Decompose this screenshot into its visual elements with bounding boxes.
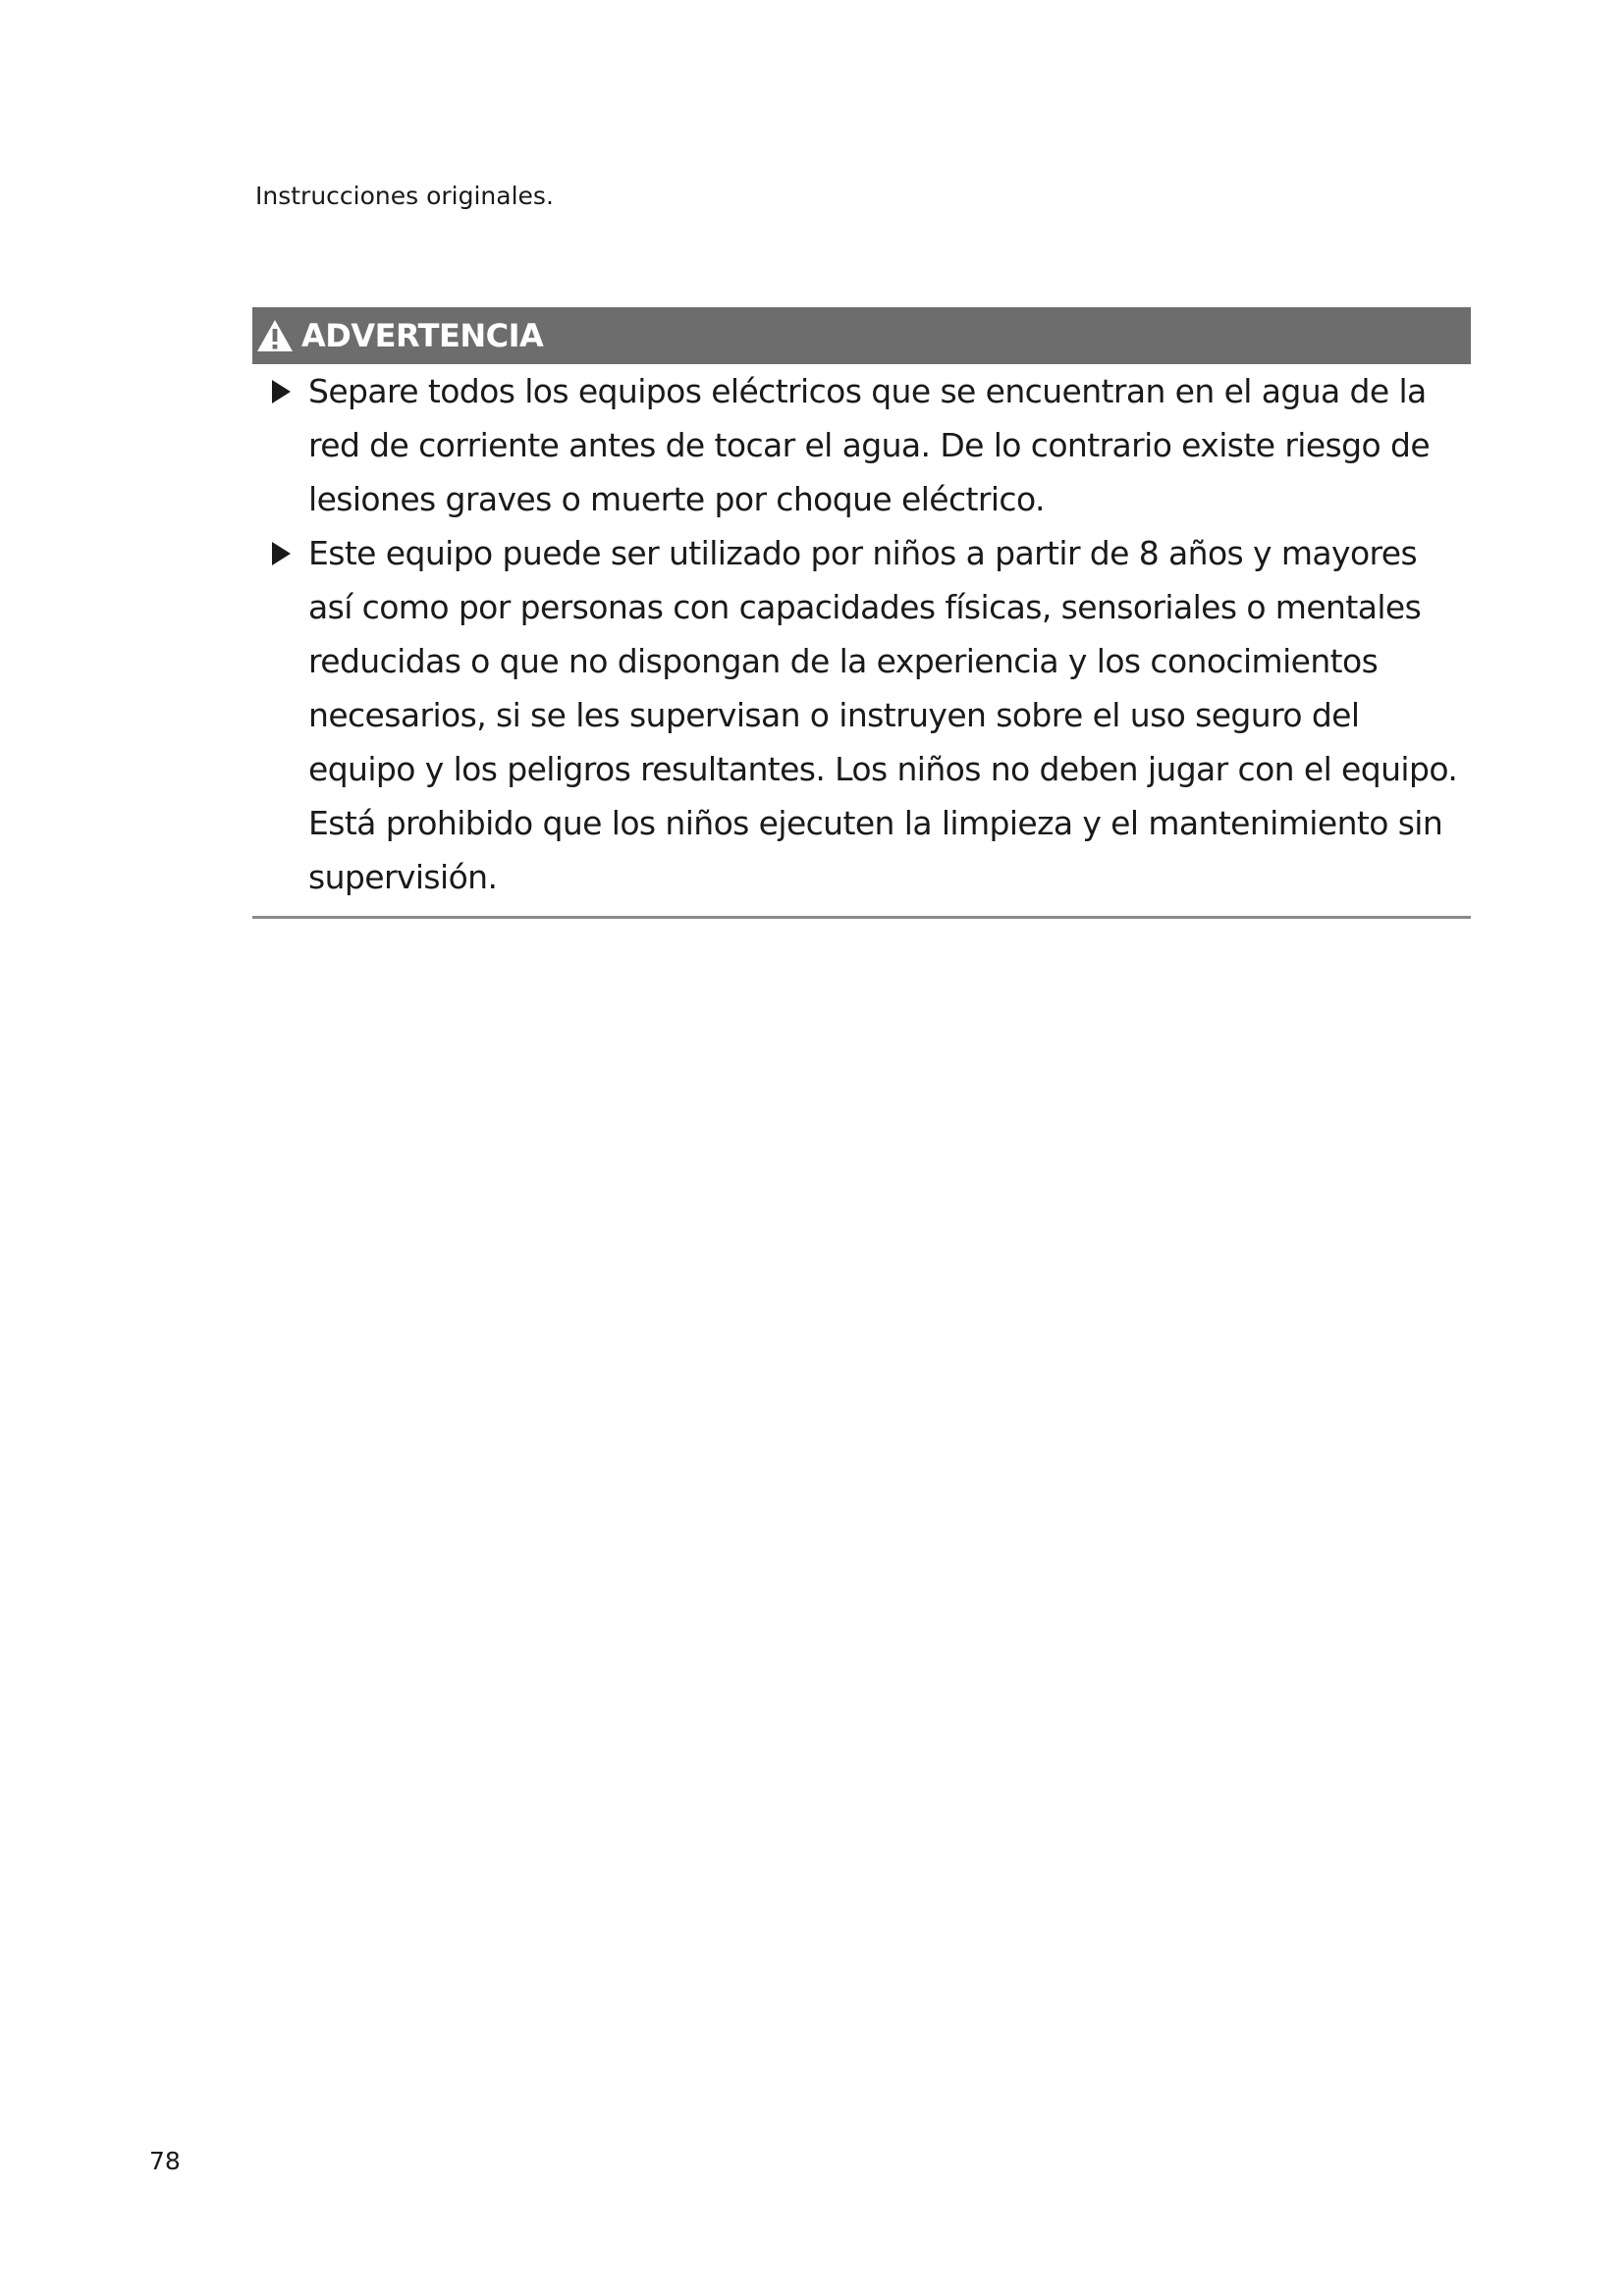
warning-item-text: Separe todos los equipos eléctricos que se encuentran en el agua de la red de corriente antes de tocar el agua. De lo contrario existe riesgo de lesiones graves o muerte por choque eléctrico.	[308, 372, 1431, 518]
warning-item	[252, 364, 1471, 526]
warning-title: ADVERTENCIA	[301, 317, 544, 354]
intro-text: Instrucciones originales.	[255, 182, 554, 210]
warning-box	[252, 307, 1471, 919]
warning-triangle-icon	[252, 307, 298, 364]
warning-header	[252, 307, 1471, 364]
page-number: 78	[149, 2147, 181, 2175]
warning-list	[252, 364, 1471, 904]
triangle-right-bullet-icon	[252, 364, 308, 418]
warning-item-text: Este equipo puede ser utilizado por niños a partir de 8 años y mayores así como por personas con capacidades físicas, sensoriales o mentales reducidas o que no dispongan de la experiencia y los conocimientos necesarios, si se les supervisan o instruyen sobre el uso seguro del equipo y los peligros resultantes. Los niños no deben jugar con el equipo. Está prohibido que los niños ejecuten la limpieza y el mantenimiento sin supervisión.	[308, 534, 1458, 896]
warning-bottom-rule	[252, 916, 1471, 919]
triangle-right-bullet-icon	[252, 526, 308, 580]
warning-item	[252, 526, 1471, 904]
